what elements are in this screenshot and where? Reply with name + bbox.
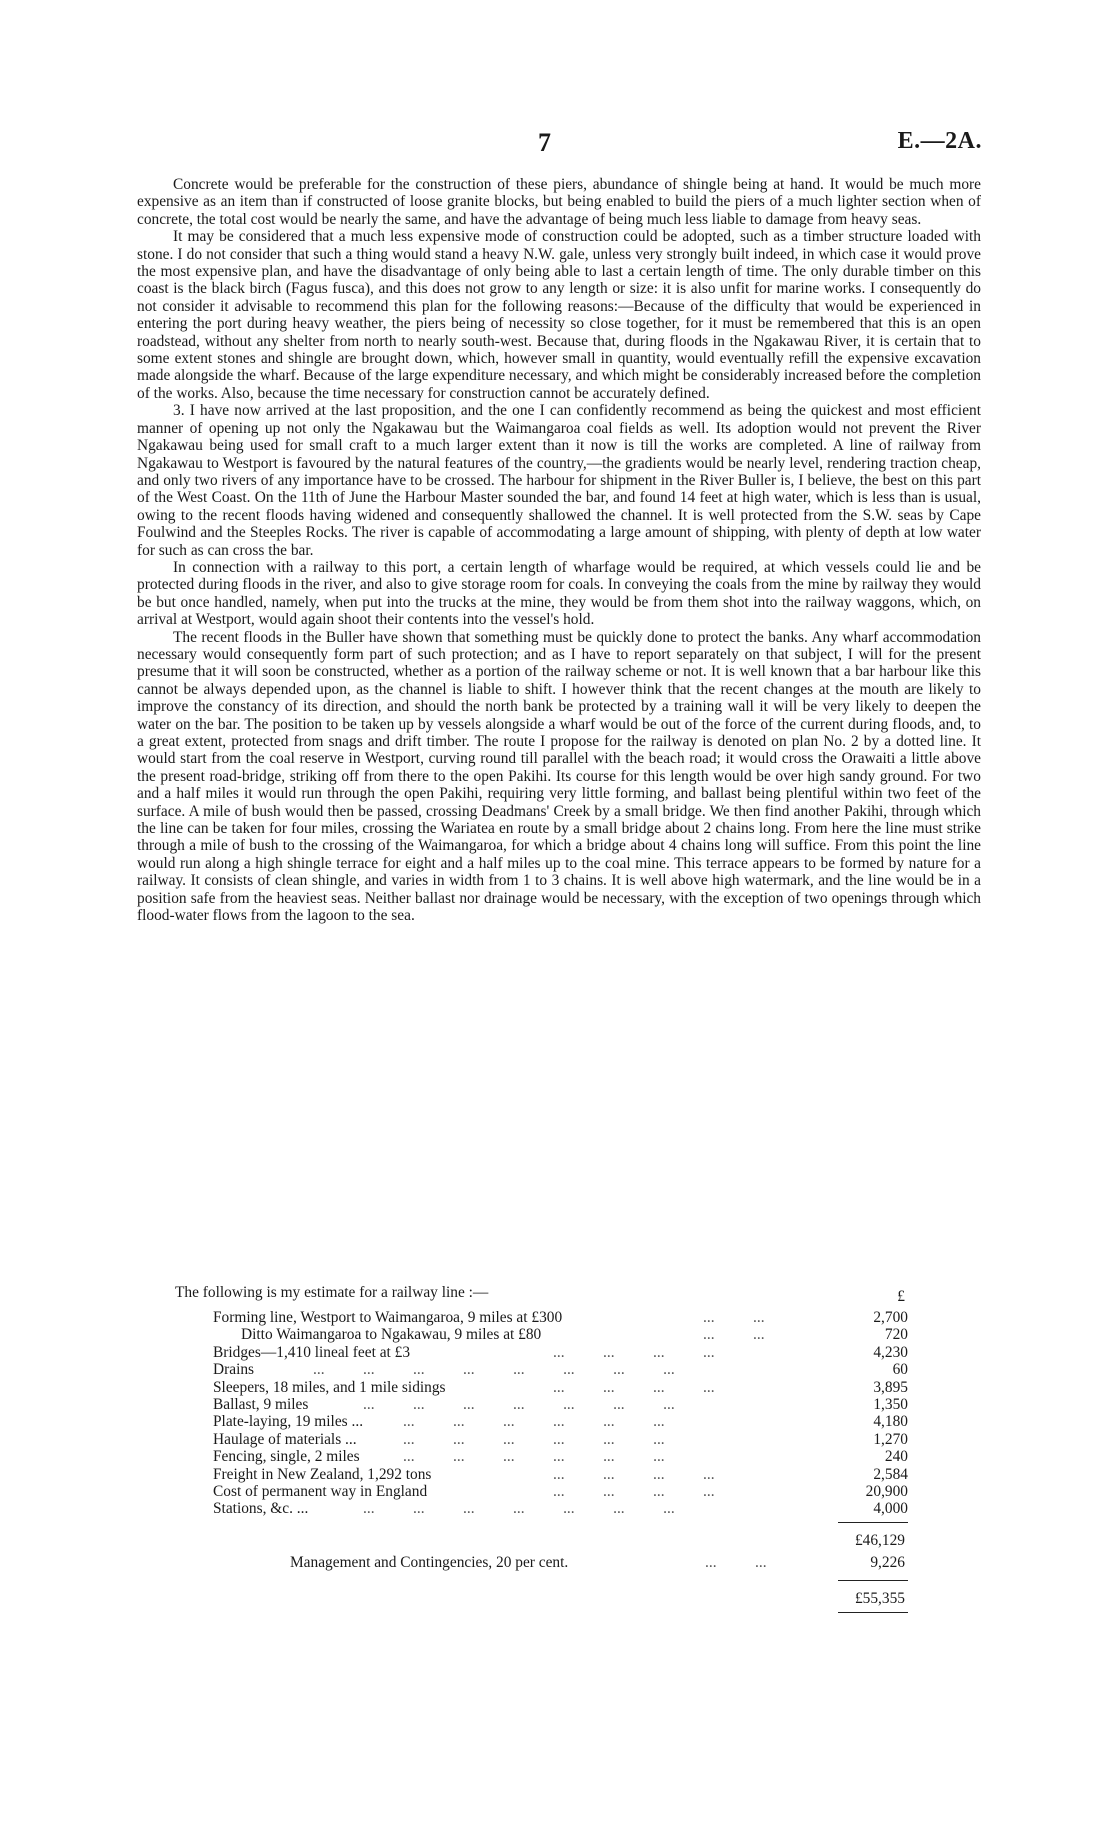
management-amount: 9,226 xyxy=(870,1554,905,1571)
estimate-leader-dots: ... ... ... ... ... ... xyxy=(403,1430,665,1448)
estimate-item-label: Bridges—1,410 lineal feet at £3 xyxy=(213,1343,411,1361)
estimate-subtotal: £46,129 xyxy=(854,1532,905,1549)
estimate-intro: The following is my estimate for a railway line :— xyxy=(175,1284,489,1301)
estimate-leader-dots: ... ... ... ... ... ... ... xyxy=(363,1500,675,1518)
estimate-item-amount: 240 xyxy=(884,1448,908,1466)
estimate-item-amount: 60 xyxy=(892,1361,908,1379)
estimate-row xyxy=(213,1396,908,1413)
paragraph-timber-structure: It may be considered that a much less expensive mode of construction could be adopted, such as a timber structure loaded with stone. I do not consider that such a thing would stand a heavy N.W. gale, unless very strongly built indeed, in which case it would prove the most expensive plan, and have the disadvantage of only being able to last a certain length of time. The only durable timber on this coast is the black birch (Fagus fusca), and this does not grow to any length or size: it is also unfit for marine works. I consequently do not consider it advisable to recommend this plan for the following reasons:—Because of the difficulty that would be experienced in entering the port during heavy weather, the piers being of necessity so close together, for it must be remembered that this is an open roadstead, without any shelter from north to nearly south-west. Because that, during floods in the Ngakawau River, it is certain that to some extent stones and shingle are brought down, which, however small in quantity, would eventually refill the expensive excavation made alongside the wharf. Because of the large expenditure necessary, and which might be considerably increased before the completion of the works. Also, because the time necessary for construction cannot be accurately defined. xyxy=(137,228,981,402)
estimate-item-label: Sleepers, 18 miles, and 1 mile sidings xyxy=(213,1378,446,1396)
estimate-row xyxy=(213,1344,908,1361)
estimate-item-label: Stations, &c. ... xyxy=(213,1500,309,1518)
paragraph-railway-proposition: 3. I have now arrived at the last proposition, and the one I can confidently recommend as being the quickest and most efficient manner of opening up not only the Ngakawau but the Waimangaroa coal fields as well. Its adoption would not prevent the River Ngakawau being used for small craft to a much larger extent than it now is till the works are completed. A line of railway from Ngakawau to Westport is favoured by the natural features of the country,—the gradients would be nearly level, rendering traction cheap, and only two rivers of any importance have to be crossed. The harbour for shipment in the River Buller is, I believe, the best on this part of the West Coast. On the 11th of June the Harbour Master sounded the bar, and found 14 feet at high water, which is less than is usual, owing to the recent floods having widened and consequently shallowed the channel. It is well protected from the S.W. seas by Cape Foulwind and the Steeples Rocks. The river is capable of accommodating a large amount of shipping, with plenty of depth at low water for such as can cross the bar. xyxy=(137,402,981,559)
estimate-row xyxy=(213,1431,908,1448)
page-header xyxy=(0,128,1114,158)
estimate-item-amount: 2,584 xyxy=(873,1465,908,1483)
estimate-item-amount: 4,000 xyxy=(873,1500,908,1518)
estimate-item-amount: 4,230 xyxy=(873,1343,908,1361)
estimate-item-label: Ditto Waimangaroa to Ngakawau, 9 miles at £80 xyxy=(241,1326,542,1344)
estimate-item-label: Ballast, 9 miles xyxy=(213,1395,309,1413)
estimate-item-amount: 1,270 xyxy=(873,1430,908,1448)
estimate-leader-dots: ... ... ... ... xyxy=(553,1482,715,1500)
estimate-leader-dots: ... ... ... ... xyxy=(553,1378,715,1396)
estimate-row xyxy=(213,1326,908,1343)
estimate-item-amount: 20,900 xyxy=(865,1482,908,1500)
estimate-item-label: Haulage of materials ... xyxy=(213,1430,357,1448)
estimate-row xyxy=(213,1483,908,1500)
estimate-item-amount: 1,350 xyxy=(873,1395,908,1413)
estimate-item-amount: 720 xyxy=(884,1326,908,1344)
estimate-item-label: Forming line, Westport to Waimangaroa, 9 miles at £300 xyxy=(213,1309,563,1326)
estimate-item-label: Freight in New Zealand, 1,292 tons xyxy=(213,1465,432,1483)
report-body xyxy=(137,176,981,924)
estimate-row xyxy=(213,1413,908,1430)
estimate-leader-dots: ... ... ... ... xyxy=(553,1465,715,1483)
estimate-item-amount: 2,700 xyxy=(873,1309,908,1326)
estimate-table xyxy=(213,1309,908,1518)
estimate-row xyxy=(213,1309,908,1326)
estimate-leader-dots: ... ... ... ... xyxy=(553,1343,715,1361)
estimate-item-amount: 4,180 xyxy=(873,1413,908,1431)
estimate-leader-dots: ... ... xyxy=(703,1309,765,1326)
estimate-item-label: Drains xyxy=(213,1361,255,1379)
estimate-row xyxy=(213,1361,908,1378)
paragraph-concrete-piers: Concrete would be preferable for the construction of these piers, abundance of shingle being at hand. It would be much more expensive as an item than if constructed of loose granite blocks, but being enabled to build the piers of a much lighter section when of concrete, the total cost would be nearly the same, and have the advantage of being much less liable to damage from heavy seas. xyxy=(137,176,981,228)
paragraph-buller-floods-route: The recent floods in the Buller have shown that something must be quickly done to protect the banks. Any wharf accommodation necessary would consequently form part of such protection; and as I have to report separately on that subject, I will for the present presume that it will soon be constructed, whether as a portion of the railway scheme or not. It is well known that a bar harbour like this cannot be always depended upon, as the channel is liable to shift. I however think that the recent changes at the mouth are likely to improve the constancy of its direction, and should the north bank be protected by a training wall it will be very likely to deepen the water on the bar. The position to be taken up by vessels alongside a wharf would be out of the force of the current during floods, and, to a great extent, protected from snags and drift timber. The route I propose for the railway is denoted on plan No. 2 by a dotted line. It would start from the coal reserve in Westport, curving round till parallel with the beach road; it would cross the Orawaiti a little above the present road-bridge, striking off from there to the open Pakihi. Its course for this length would be over high sandy ground. For two and a half miles it would run through the open Pakihi, requiring very little forming, and ballast being plentiful within two feet of the surface. A mile of bush would then be passed, crossing Deadmans' Creek by a small bridge. We then find another Pakihi, through which the line can be taken for four miles, crossing the Wariatea en route by a small bridge about 2 chains long. From here the line must strike through a mile of bush to the crossing of the Waimangaroa, for which a bridge about 4 chains long will suffice. From this point the line would run along a high shingle terrace for eight and a half miles up to the coal mine. This terrace appears to be formed by nature for a railway. It consists of clean shingle, and varies in width from 1 to 3 chains. It is well above high watermark, and the line would be in a position safe from the heaviest seas. Neither ballast nor drainage would be necessary, with the exception of two openings through which flood-water flows from the lagoon to the sea. xyxy=(137,628,981,925)
document-code: E.—2A. xyxy=(897,128,982,154)
page-number: 7 xyxy=(538,128,551,157)
management-label: Management and Contingencies, 20 per cent. xyxy=(290,1554,569,1571)
estimate-item-label: Cost of permanent way in England xyxy=(213,1482,428,1500)
currency-symbol: £ xyxy=(897,1288,905,1305)
estimate-row xyxy=(213,1500,908,1517)
estimate-leader-dots: ... ... xyxy=(703,1326,765,1344)
total-double-rule xyxy=(838,1612,908,1613)
estimate-leader-dots: ... ... ... ... ... ... ... xyxy=(363,1395,675,1413)
estimate-leader-dots: ... ... ... ... ... ... ... ... xyxy=(313,1361,675,1379)
estimate-leader-dots: ... ... ... ... ... ... xyxy=(403,1448,665,1466)
subtotal-rule xyxy=(838,1522,908,1523)
estimate-item-amount: 3,895 xyxy=(873,1378,908,1396)
total-rule xyxy=(838,1580,908,1581)
estimate-row xyxy=(213,1466,908,1483)
estimate-row xyxy=(213,1379,908,1396)
paragraph-wharfage: In connection with a railway to this port, a certain length of wharfage would be required, at which vessels could lie and be protected during floods in the river, and also to give storage room for coals. In conveying the coals from the mine by railway they would be but once handled, namely, when put into the trucks at the mine, they would be from them shot into the railway waggons, which, on arrival at Westport, would again shoot their contents into the vessel's hold. xyxy=(137,558,981,629)
estimate-item-label: Plate-laying, 19 miles ... xyxy=(213,1413,364,1431)
estimate-leader-dots: ... ... ... ... ... ... xyxy=(403,1413,665,1431)
estimate-row xyxy=(213,1448,908,1465)
estimate-total: £55,355 xyxy=(854,1590,905,1607)
estimate-item-label: Fencing, single, 2 miles xyxy=(213,1448,360,1466)
management-leader-dots: ... ... xyxy=(705,1554,767,1571)
